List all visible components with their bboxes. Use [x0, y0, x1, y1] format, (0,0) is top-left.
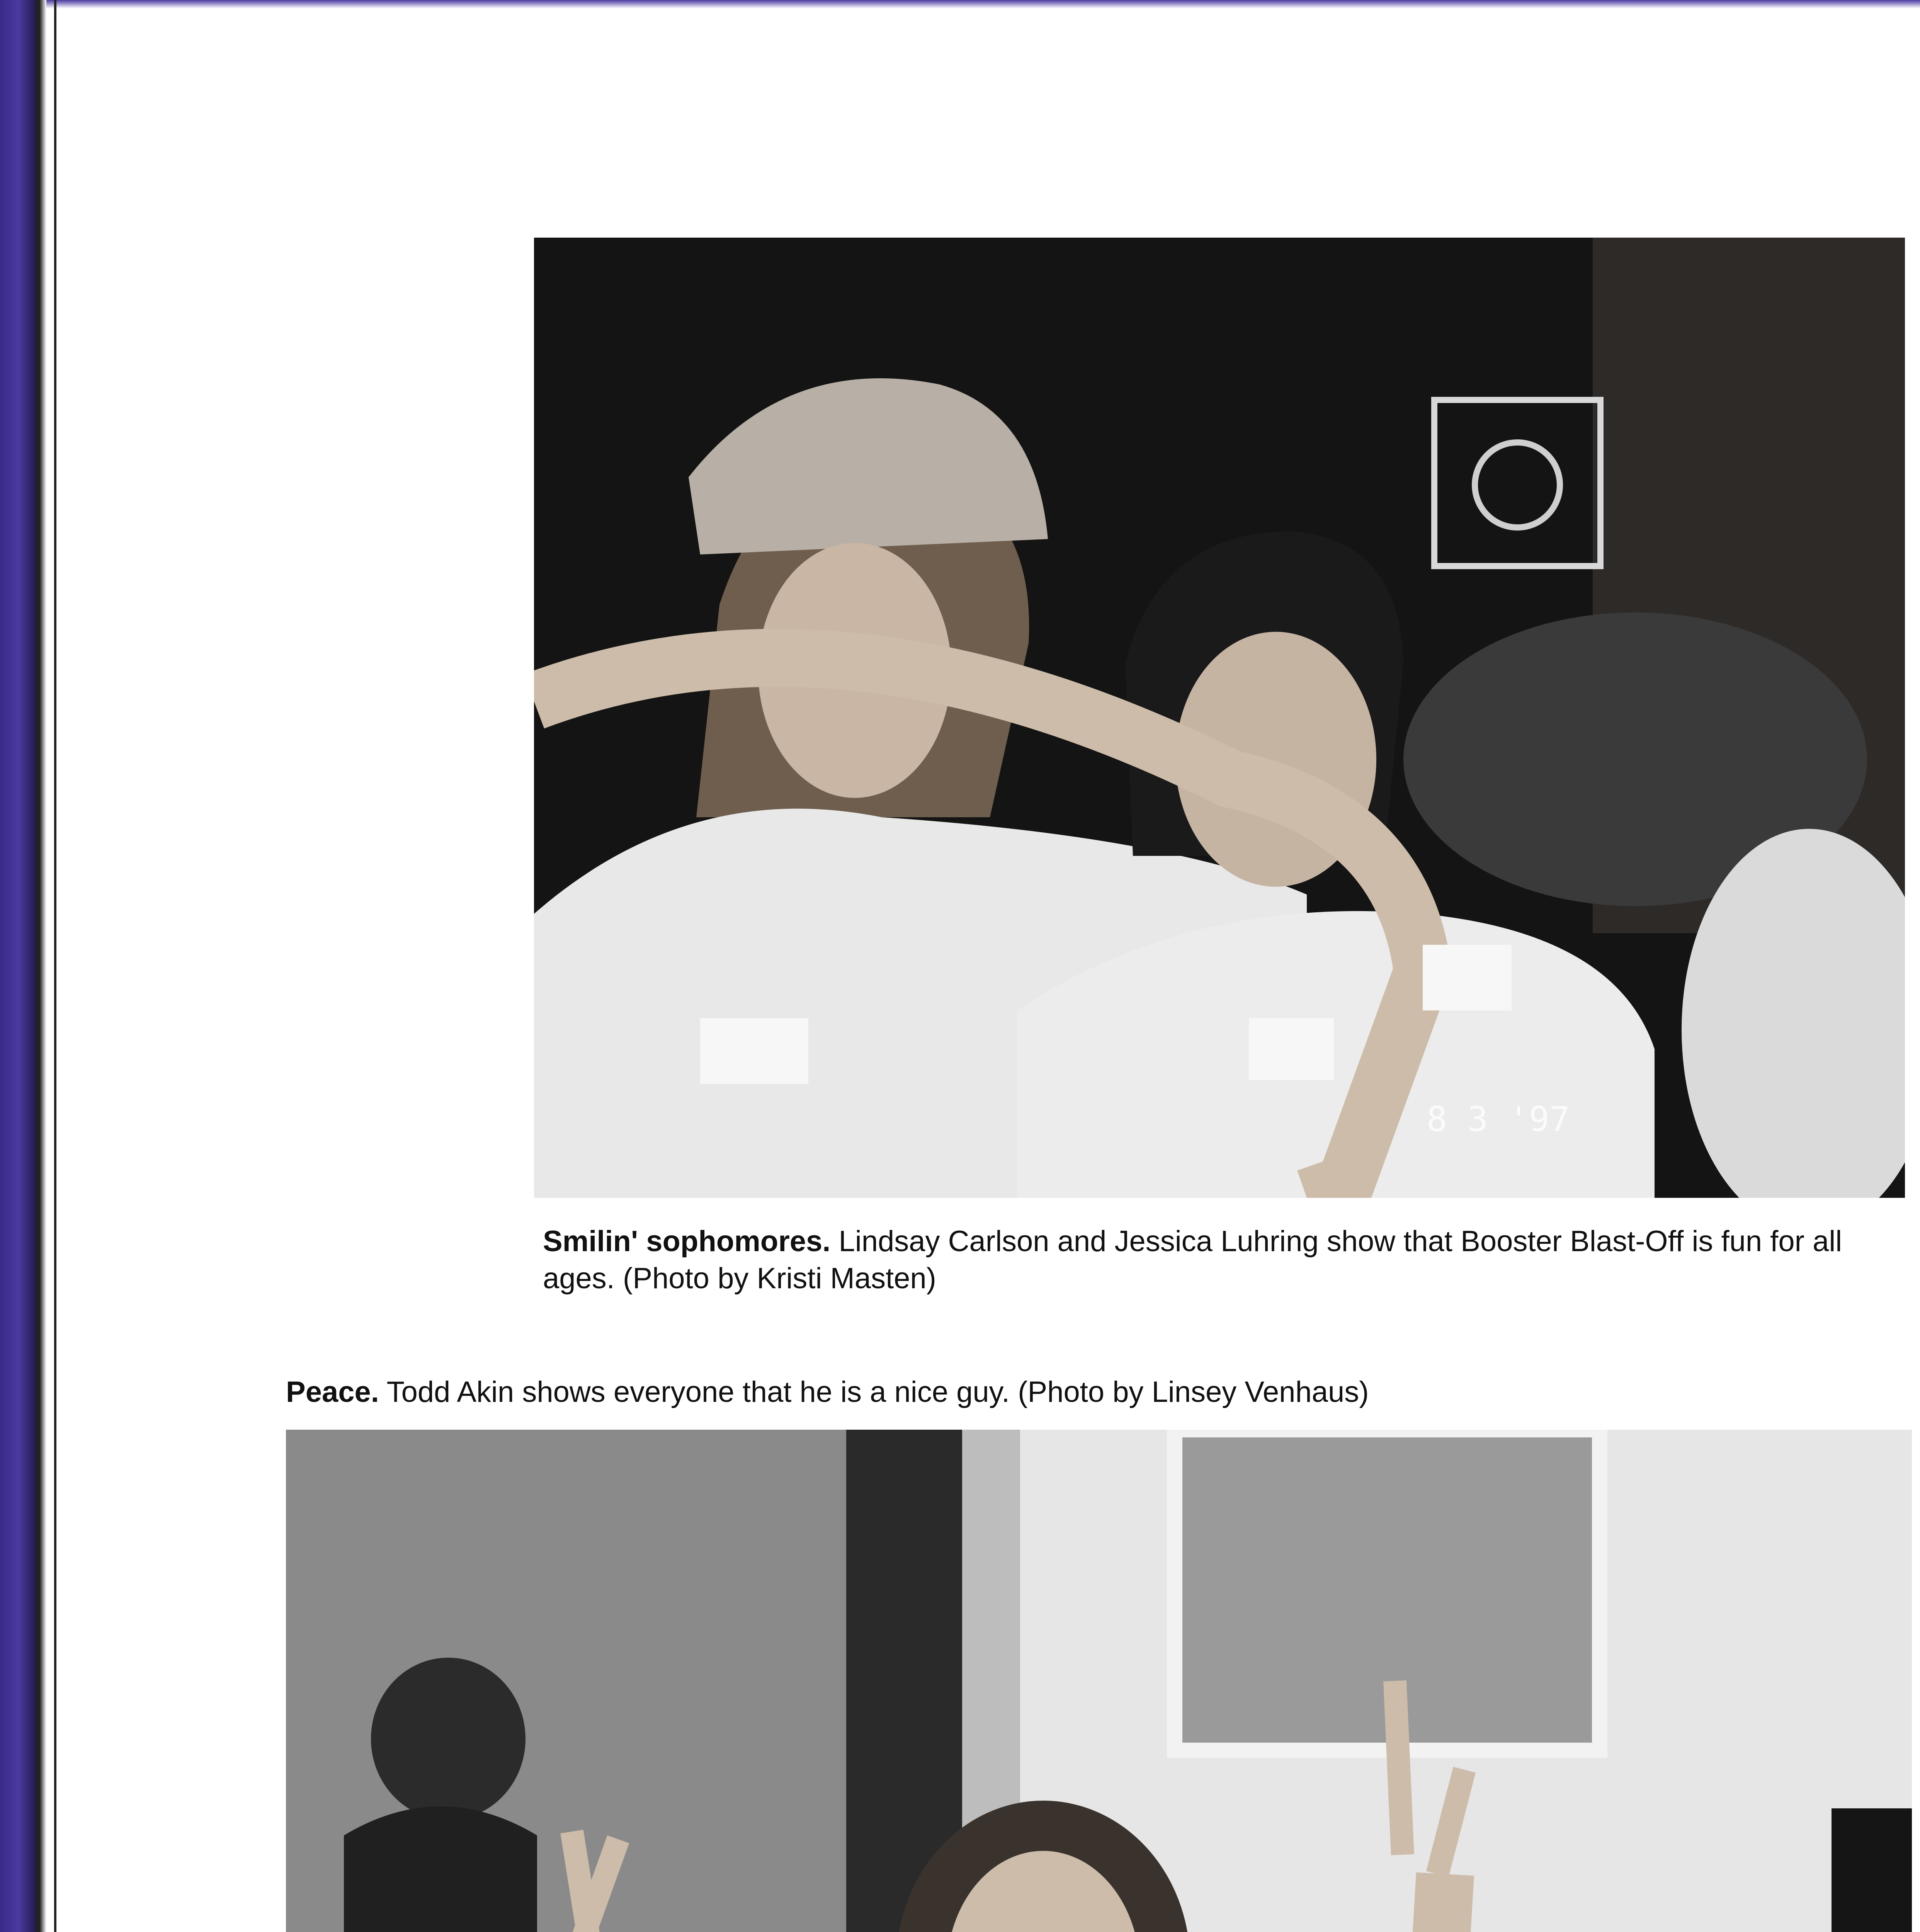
- caption-text: Todd Akin shows everyone that he is a nice guy. (Photo by Linsey Venhaus): [386, 1376, 1369, 1408]
- photo-peace: [286, 1430, 1912, 1932]
- photo-smilin-sophomores: [534, 238, 1905, 1198]
- caption-lead: Peace.: [286, 1376, 379, 1408]
- date-stamp: 8 3 '97: [1427, 1099, 1570, 1139]
- binding-line: [37, 0, 40, 1932]
- caption-peace: [286, 1374, 1889, 1411]
- photo-peace-image: [286, 1430, 1912, 1932]
- page-top-edge: [0, 0, 1920, 9]
- binding-line: [54, 0, 56, 1932]
- caption-lead: Smilin' sophomores.: [543, 1225, 831, 1258]
- caption-text: Lindsay Carlson and Jessica Luhring show that Booster Blast-Off is fun for all ages. (Photo by Kristi Masten): [543, 1225, 1842, 1295]
- caption-smilin-sophomores: [543, 1223, 1903, 1297]
- photo-smilin-sophomores-image: [534, 238, 1905, 1198]
